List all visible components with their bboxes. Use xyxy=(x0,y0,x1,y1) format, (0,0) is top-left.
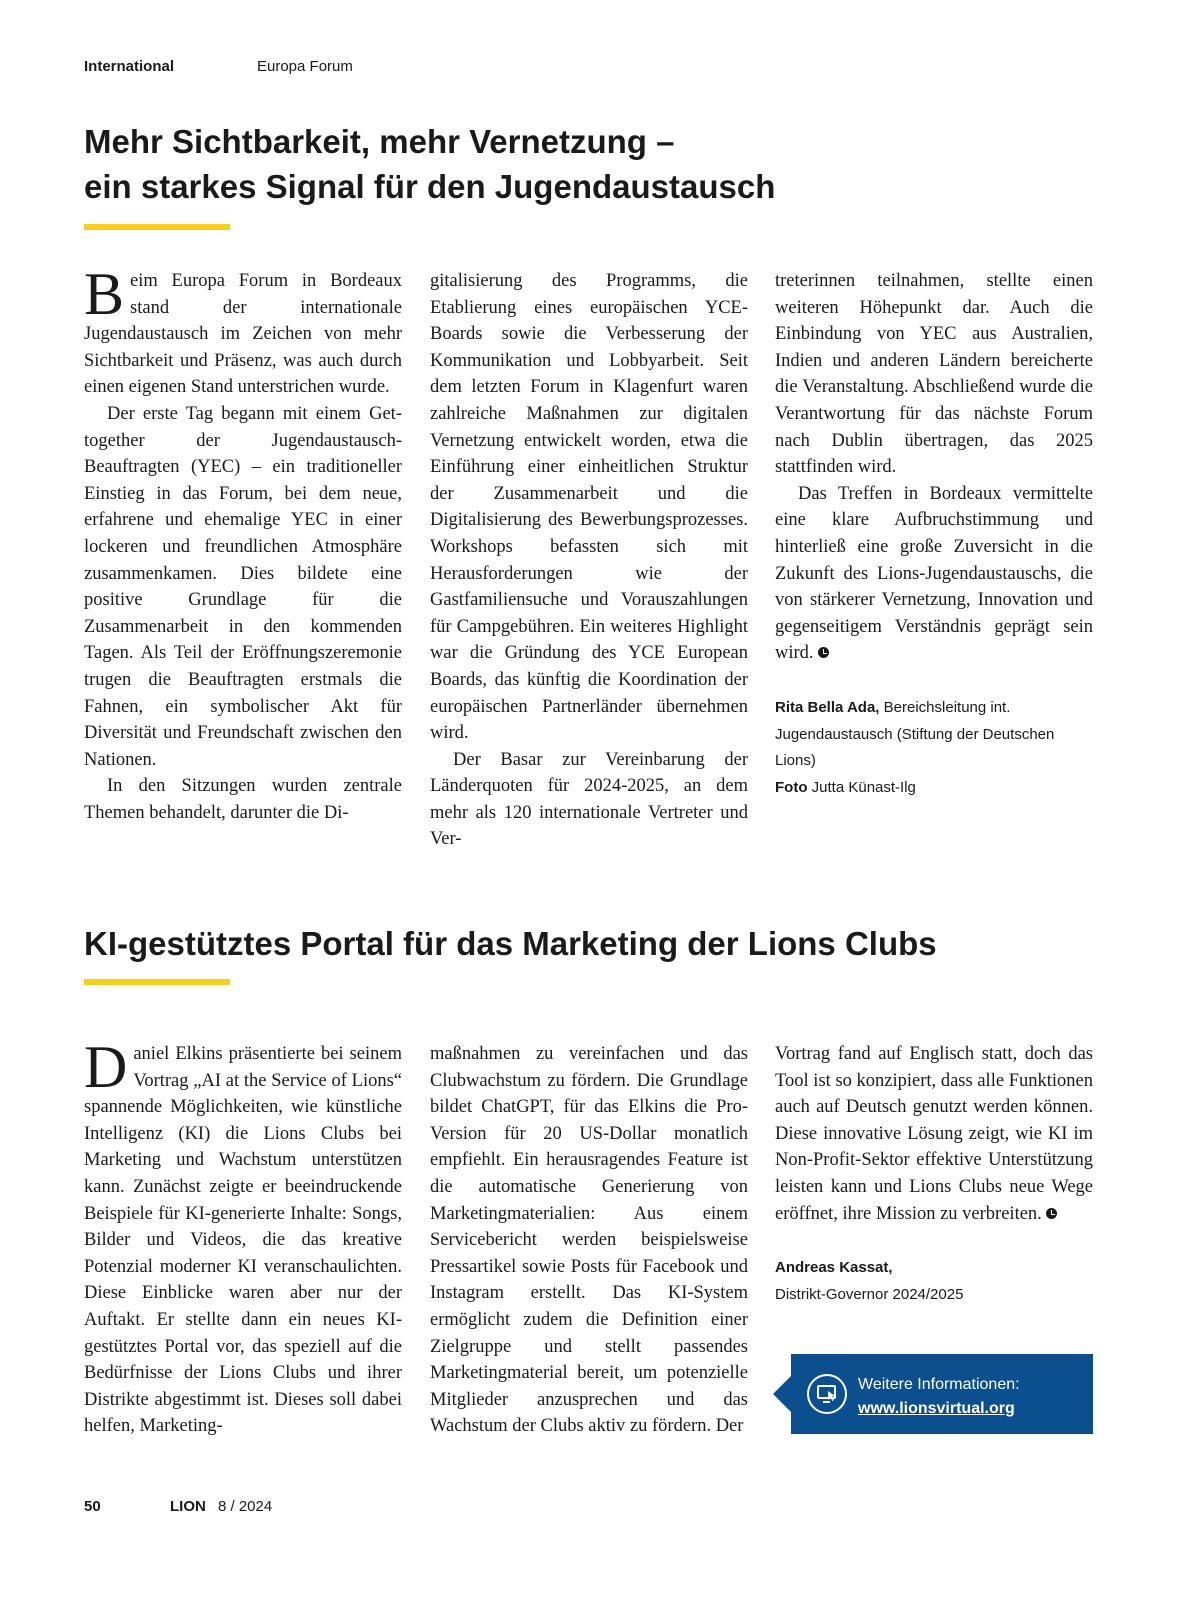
article1-paragraph-3-start: In den Sitzungen wurden zentrale Themen behandelt, darunter die Di- xyxy=(84,776,402,823)
photo-label: Foto xyxy=(775,778,808,796)
article1-paragraph-3-cont: gitalisierung des Programms, die Etablierung eines europäischen YCE-Boards sowie die Verbesserung der Kommunikation und Lobbyarbeit. Seit dem letzten Forum in Klagenfurt waren zahlreiche Maßnahmen zur digitalen Vernetzung entwickelt worden, etwa die Einführung einer einheitlichen Struktur der Zusammenarbeit und die Digitalisierung des Bewerbungsprozesses. Workshops befassten sich mit Herausforderungen wie der Gastfamiliensuche und Vorauszahlungen für Campgebühren. Ein weiteres Highlight war die Gründung des YCE European Boards, das künftig die Koordination der europäischen Partnerländer übernehmen wird. xyxy=(430,271,748,744)
article1-paragraph-5 xyxy=(775,481,1093,667)
article2-column-3 xyxy=(775,1041,1093,1308)
issue-number: 8 / 2024 xyxy=(218,1498,273,1515)
article1-p1-text: eim Europa Forum in Bordeaux stand der internationale Jugendaustausch im Zeichen von mehr Sichtbarkeit und Präsenz, was auch durch einen eigenen Stand unterstrichen wurde. xyxy=(84,271,402,398)
magazine-name: LION xyxy=(170,1498,206,1515)
article1-paragraph-1 xyxy=(84,261,402,401)
article1-title-rule xyxy=(84,224,230,230)
article2-p1-end-text: Vortrag fand auf Englisch statt, doch das Tool ist so konzipiert, dass alle Funktionen auch auf Deutsch genutzt werden können. Diese innovative Lösung zeigt, wie KI im Non-Profit-Sektor effektive Unterstützung leisten kann und Lions Clubs neue Wege eröffnet, ihre Mission zu verbreiten. xyxy=(775,1044,1093,1224)
page-header xyxy=(84,58,353,75)
lion-end-mark-icon xyxy=(818,647,829,658)
article1-author-name: Rita Bella Ada, xyxy=(775,698,880,716)
info-box xyxy=(791,1354,1093,1434)
article2-column-1 xyxy=(84,1034,402,1440)
article2-author-name: Andreas Kassat, xyxy=(775,1259,893,1277)
article2-paragraph-1-start xyxy=(84,1034,402,1440)
article1-paragraph-4-cont: treterinnen teilnahmen, stellte einen weiteren Höhepunkt dar. Auch die Einbindung von YEC aus Australien, Indien und anderen Ländern bereicherte die Veranstaltung. Abschließend wurde die Verantwortung für das nächste Forum nach Dublin übertragen, das 2025 stattfinden wird. xyxy=(775,271,1093,478)
photo-credit: Jutta Künast-Ilg xyxy=(811,778,916,796)
info-label: Weitere Informationen: xyxy=(858,1376,1020,1393)
article1-author-role: Bereichsleitung int. Jugendaustausch (Stiftung der Deutschen Lions) xyxy=(775,698,1055,770)
subsection-label: Europa Forum xyxy=(257,58,353,75)
article2-author-role: Distrikt-Governor 2024/2025 xyxy=(775,1285,964,1303)
screen-cursor-icon xyxy=(807,1374,847,1414)
article2-paragraph-1-cont: maßnahmen zu vereinfachen und das Clubwachstum zu fördern. Die Grundlage bildet ChatGPT, für das Elkins die Pro-Version für 20 US-Dollar monatlich empfiehlt. Ein herausragendes Feature ist die automatische Generierung von Marketingmaterialien: Aus einem Servicebericht werden beispielsweise Pressartikel sowie Posts für Facebook und Instagram erstellt. Das KI-System ermöglicht zudem die Definition einer Zielgruppe und stellt passendes Marketingmaterial bereit, um potenzielle Mitglieder anzusprechen und das Wachstum der Clubs aktiv zu fördern. Der xyxy=(430,1044,748,1437)
article2-title: KI-gestütztes Portal für das Marketing der Lions Clubs xyxy=(84,925,937,962)
article1-title-line1: Mehr Sichtbarkeit, mehr Vernetzung – xyxy=(84,123,675,160)
article1-column-1 xyxy=(84,261,402,826)
article1-paragraph-2: Der erste Tag begann mit einem Get-together der Jugendaustausch-Beauftragten (YEC) – ein traditioneller Einstieg in das Forum, bei dem neue, erfahrene und ehemalige YEC in einer lockeren und freundlichen Atmosphäre zusammenkamen. Dies bildete eine positive Grundlage für die Zusammenarbeit in den kommenden Tagen. Als Teil der Eröffnungszeremonie trugen die Beauftragten erstmals die Fahnen, ein symbolischer Akt für Diversität und Freundschaft zwischen den Nationen. xyxy=(84,403,402,770)
article1-dropcap: B xyxy=(84,261,125,327)
article2-dropcap: D xyxy=(84,1034,128,1100)
lion-end-mark-icon xyxy=(1046,1208,1057,1219)
page-number: 50 xyxy=(84,1498,101,1515)
article1-column-2 xyxy=(430,268,748,853)
article2-credits xyxy=(775,1255,1093,1308)
article2-p1-text: aniel Elkins präsentierte bei seinem Vortrag „AI at the Service of Lions“ spannende Möglichkeiten, wie künstliche Intelligenz (KI) die Lions Clubs bei Marketing und Wachstum unterstützen kann. Zunächst zeigte er beeindruckende Beispiele für KI-generierte Inhalte: Songs, Bilder und Videos, die das kreative Potenzial moderner KI veranschaulichten. Diese Einblicke waren aber nur der Auftakt. Er stellte dann ein neues KI-gestütztes Portal vor, das speziell auf die Bedürfnisse der Lions Clubs und ihrer Distrikte abgestimmt ist. Dieses soll dabei helfen, Marketing- xyxy=(84,1044,402,1437)
article2-column-2 xyxy=(430,1041,748,1440)
article2-paragraph-1-end xyxy=(775,1041,1093,1227)
info-box-text xyxy=(858,1373,1020,1421)
article1-title-line2: ein starkes Signal für den Jugendaustausch xyxy=(84,168,776,205)
article2-title-rule xyxy=(84,979,230,985)
article1-column-3 xyxy=(775,268,1093,801)
article1-title xyxy=(84,119,1104,209)
info-box-pointer xyxy=(773,1376,791,1412)
article1-p5-text: Das Treffen in Bordeaux vermittelte eine klare Aufbruchstimmung und hinterließ eine große Zuversicht in die Zukunft des Lions-Jugendaustauschs, die von stärkerer Vernetzung, Innovation und gegenseitigem Verständnis geprägt sein wird. xyxy=(775,483,1093,664)
page-footer xyxy=(84,1498,273,1515)
article1-paragraph-4-start: Der Basar zur Vereinbarung der Länderquoten für 2024-2025, an dem mehr als 120 internationale Vertreter und Ver- xyxy=(430,749,748,850)
article1-credits xyxy=(775,695,1093,801)
info-link[interactable]: www.lionsvirtual.org xyxy=(858,1400,1015,1417)
section-label: International xyxy=(84,58,175,75)
